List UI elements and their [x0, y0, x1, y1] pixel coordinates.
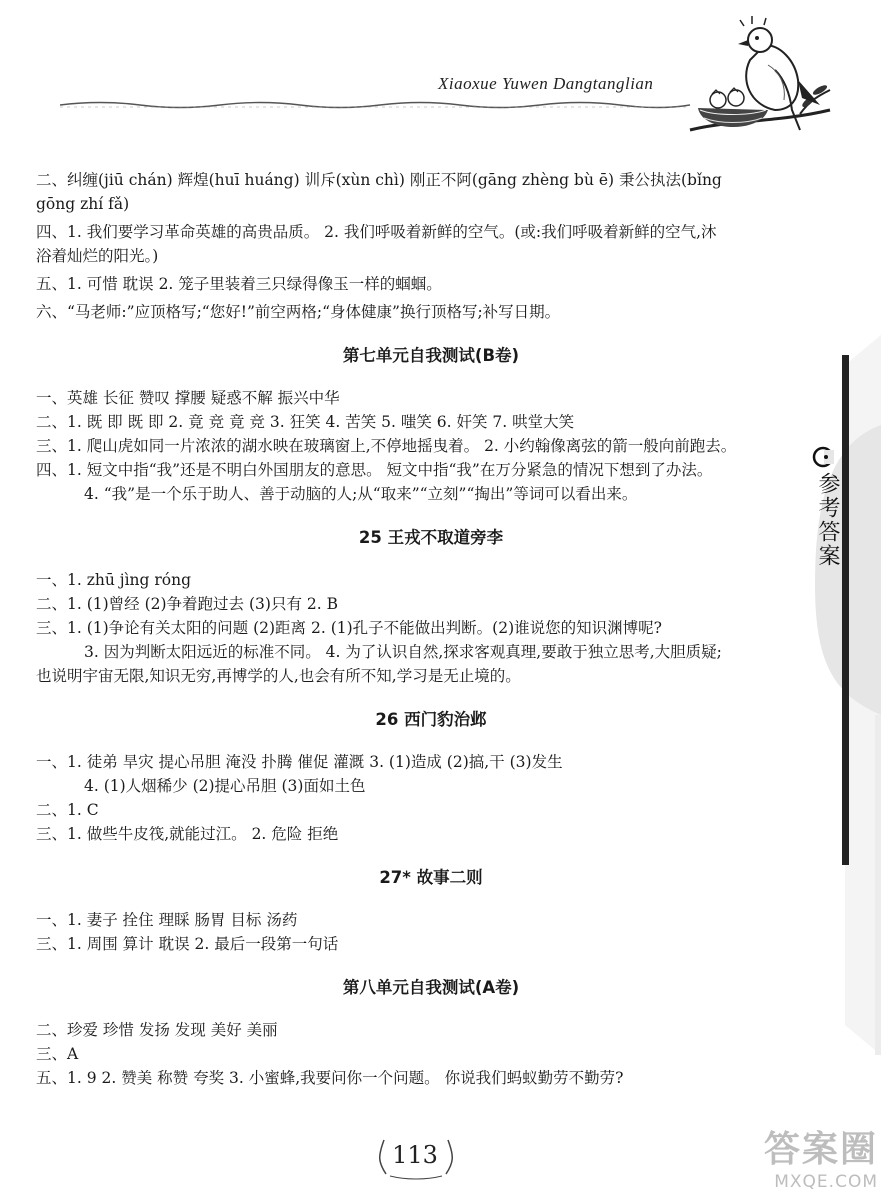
section-title: 第七单元自我测试(B卷)	[342, 346, 520, 365]
section-unit8-test-a	[36, 976, 806, 1090]
answer-line: 也说明宇宙无限,知识无穷,再博学的人,也会有所不知,学习是无止境的。	[36, 667, 521, 685]
answer-line: 4. (1)人烟稀少 (2)提心吊胆 (3)面如土色	[84, 777, 366, 795]
side-tab-label: 参考答案	[815, 472, 840, 568]
answer-line: gōng zhí fǎ)	[36, 195, 130, 213]
bird-nest-illustration	[680, 10, 840, 145]
answer-line: 四、1. 短文中指“我”还是不明白外国朋友的意思。 短文中指“我”在万分紧急的情况下想到了办法。	[36, 461, 713, 479]
watermark-sub: MXQE.COM	[774, 1172, 878, 1192]
answer-line: 3. 因为判断太阳远近的标准不同。 4. 为了认识自然,探求客观真理,要敢于独立思考,大胆质疑;	[84, 643, 722, 661]
header-rule-decoration	[60, 100, 690, 110]
answer-line: 六、“马老师:”应顶格写;“您好!”前空两格;“身体健康”换行顶格写;补写日期。	[36, 303, 561, 321]
header-title: Xiaoxue Yuwen Dangtanglian	[438, 74, 654, 93]
answer-line: 五、1. 9 2. 赞美 称赞 夸奖 3. 小蜜蜂,我要问你一个问题。 你说我们蚂蚁勤劳不勤劳?	[36, 1069, 624, 1087]
section-lesson-26	[36, 708, 806, 846]
answer-content	[36, 168, 806, 1090]
answer-line: 三、1. 爬山虎如同一片浓浓的湖水映在玻璃窗上,不停地摇曳着。 2. 小约翰像离弦的箭一般向前跑去。	[36, 437, 737, 455]
section-lesson-25	[36, 526, 806, 688]
page-header	[0, 0, 881, 140]
side-tab-bar	[842, 355, 849, 865]
answer-line: 一、1. 徒弟 旱灾 提心吊胆 淹没 扑腾 催促 灌溉 3. (1)造成 (2)搞,干 (3)发生	[36, 753, 563, 771]
answer-line: 二、纠缠(jiū chán) 辉煌(huī huáng) 训斥(xùn chì) 刚正不阿(gāng zhèng bù ē) 秉公执法(bǐng	[36, 171, 722, 189]
answer-line: 一、1. 妻子 拴住 理睬 肠胃 目标 汤药	[36, 911, 298, 929]
answer-line: 四、1. 我们要学习革命英雄的高贵品质。 2. 我们呼吸着新鲜的空气。(或:我们呼吸着新鲜的空气,沐	[36, 223, 717, 241]
answer-line: 二、1. C	[36, 801, 99, 819]
answer-line: 三、1. 周围 算计 耽误 2. 最后一段第一句话	[36, 935, 339, 953]
answer-line: 二、1. 既 即 既 即 2. 竟 竞 竟 竞 3. 狂笑 4. 苦笑 5. 嗤笑 6. 奸笑 7. 哄堂大笑	[36, 413, 575, 431]
answer-line: 一、1. zhū jìng róng	[36, 571, 192, 589]
section-title: 27* 故事二则	[379, 868, 483, 887]
answer-line: 三、1. 做些牛皮筏,就能过江。 2. 危险 拒绝	[36, 825, 339, 843]
answer-line: 浴着灿烂的阳光。)	[36, 247, 159, 265]
section-title: 26 西门豹治邺	[375, 710, 487, 729]
answer-line: 三、A	[36, 1045, 79, 1063]
watermark-main: 答案圈	[763, 1129, 878, 1170]
answer-line: 二、1. (1)曾经 (2)争着跑过去 (3)只有 2. B	[36, 595, 338, 613]
watermark	[700, 1128, 878, 1196]
answer-line: 三、1. (1)争论有关太阳的问题 (2)距离 2. (1)孔子不能做出判断。(2)谁说您的知识渊博呢?	[36, 619, 662, 637]
section-title: 25 王戎不取道旁李	[358, 528, 504, 547]
crescent-star-icon	[812, 446, 834, 468]
section-title: 第八单元自我测试(A卷)	[342, 978, 520, 997]
answer-line: 二、珍爱 珍惜 发扬 发现 美好 美丽	[36, 1021, 278, 1039]
answer-line: 一、英雄 长征 赞叹 撑腰 疑惑不解 振兴中华	[36, 389, 340, 407]
answer-line: 4. “我”是一个乐于助人、善于动脑的人;从“取来”“立刻”“掏出”等词可以看出来。	[84, 485, 638, 503]
answer-line: 五、1. 可惜 耽误 2. 笼子里装着三只绿得像玉一样的蝈蝈。	[36, 275, 442, 293]
page-number: 113	[392, 1141, 438, 1169]
section-lesson-27	[36, 866, 806, 956]
section-unit7-test-b	[36, 344, 806, 506]
